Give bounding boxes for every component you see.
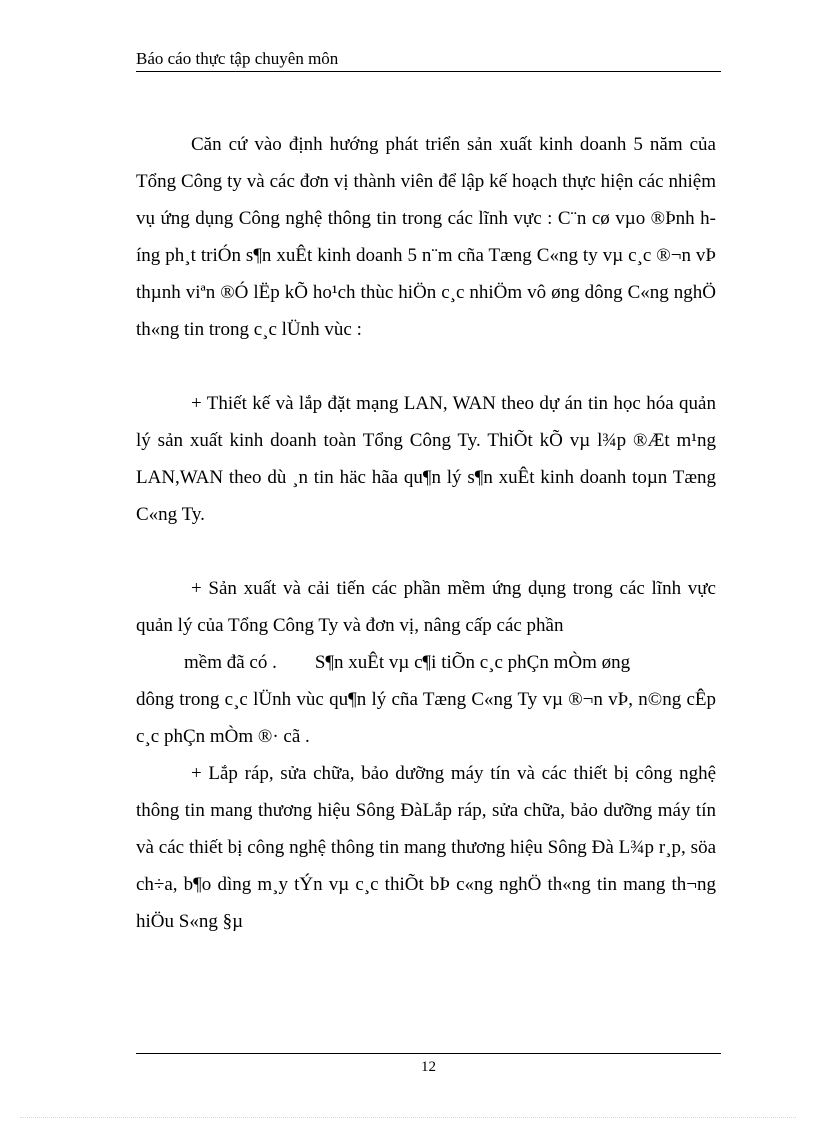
page-bottom-border — [20, 1117, 796, 1118]
running-header: Báo cáo thực tập chuyên môn — [136, 49, 339, 68]
header-rule — [136, 71, 721, 72]
page-number: 12 — [421, 1059, 436, 1075]
body-content — [136, 126, 716, 940]
paragraph-software-line3: dông trong c¸c lÜnh vùc qu¶n lý cña Tæng C«ng Ty vµ ®¬n vÞ, n©ng cÊp c¸c phÇn mÒm ®· cã . — [136, 689, 716, 747]
paragraph-software — [136, 570, 716, 755]
paragraph-basis: Căn cứ vào định hướng phát triển sản xuất kinh doanh 5 năm của Tổng Công ty và các đơn vị thành viên để lập kế hoạch thực hiện các nhiệm vụ ứng dụng Công nghệ thông tin trong các lĩnh vực : C¨n cø vµo ®Þnh híng ph¸t triÓn s¶n xuÊt kinh doanh 5 n¨m cña Tæng C«ng ty vµ c¸c ®¬n vÞ thµnh viªn ®Ó lËp kÕ ho¹ch thùc hiÖn c¸c nhiÖm vô øng dông C«ng nghÖ th«ng tin trong c¸c lÜnh vùc : — [136, 134, 716, 340]
paragraph-network: + Thiết kế và lắp đặt mạng LAN, WAN theo dự án tin học hóa quản lý sản xuất kinh doanh toàn Tổng Công Ty. ThiÕt kÕ vµ l¾p ®Æt m¹ng LAN,WAN theo dù ¸n tin häc hãa qu¶n lý s¶n xuÊt kinh doanh toµn Tæng C«ng Ty. — [136, 393, 716, 525]
paragraph-software-line2 — [136, 644, 716, 681]
paragraph-software-line2a: mềm đã có . — [184, 652, 277, 673]
footer-rule — [136, 1053, 721, 1054]
paragraph-software-line1: + Sản xuất và cải tiến các phần mềm ứng dụng trong các lĩnh vực quản lý của Tổng Công Ty và đơn vị, nâng cấp các phần — [136, 578, 716, 636]
paragraph-software-line2b: S¶n xuÊt vµ c¶i tiÕn c¸c phÇn mÒm øng — [314, 652, 631, 673]
paragraph-hardware: + Lắp ráp, sửa chữa, bảo dưỡng máy tín và các thiết bị công nghệ thông tin mang thương hiệu Sông ĐàLắp ráp, sửa chữa, bảo dưỡng máy tín và các thiết bị công nghệ thông tin mang thương hiệu Sông Đà L¾p r¸p, söa ch÷a, b¶o dìng m¸y tÝn vµ c¸c thiÕt bÞ c«ng nghÖ th«ng tin mang th¬ng hiÖu S«ng §µ — [136, 763, 716, 932]
